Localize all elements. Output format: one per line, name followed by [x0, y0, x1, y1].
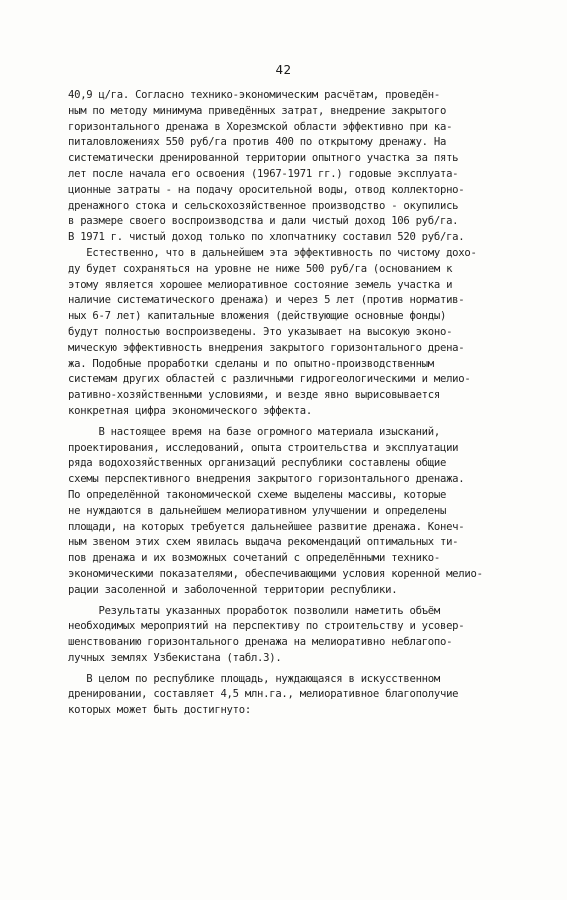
text-line: дренажного стока и сельскохозяйственное производство - окупились: [68, 199, 459, 212]
text-line: жа. Подобные проработки сделаны и по опытно-производственным: [68, 357, 434, 370]
text-line: ным звеном этих схем явилась выдача рекомендаций оптимальных ти-: [68, 536, 459, 549]
paragraph: [68, 604, 538, 667]
text-line: рации засоленной и заболоченной территории республики.: [68, 583, 398, 596]
text-line: не нуждаются в дальнейшем мелиоративном улучшении и определены: [68, 504, 447, 517]
body-text: [68, 88, 538, 719]
text-line: площади, на которых требуется дальнейшее развитие дренажа. Конеч-: [68, 520, 465, 533]
text-line: ционные затраты - на подачу оросительной воды, отвод коллекторно-: [68, 183, 465, 196]
text-line: лет после начала его освоения (1967-1971 гг.) годовые эксплуата-: [68, 167, 459, 180]
text-line: дренировании, составляет 4,5 млн.га., мелиоративное благополучие: [68, 688, 459, 701]
page-number: 42: [275, 62, 292, 77]
text-line: ным по методу минимума приведённых затрат, внедрение закрытого: [68, 104, 447, 117]
text-line: мическую эффективность внедрения закрытого горизонтального дрена-: [68, 341, 465, 354]
text-line: будут полностью воспроизведены. Это указывает на высокую эконо-: [68, 325, 453, 338]
text-line: этому является хорошее мелиоративное состояние земель участка и: [68, 278, 453, 291]
text-line: шенствованию горизонтального дренажа на мелиоративно неблагопо-: [68, 636, 453, 649]
text-line: конкретная цифра экономического эффекта.: [68, 404, 312, 417]
paragraph: [68, 672, 538, 719]
text-line: горизонтального дренажа в Хорезмской области эффективно при ка-: [68, 120, 453, 133]
text-line: В целом по республике площадь, нуждающаяся в искусственном: [68, 672, 440, 685]
text-line: В настоящее время на базе огромного материала изысканий,: [68, 425, 440, 438]
text-line: ду будет сохраняться на уровне не ниже 500 руб/га (основанием к: [68, 262, 453, 275]
text-line: лучных землях Узбекистана (табл.3).: [68, 651, 282, 664]
text-line: питаловложениях 550 руб/га против 400 по открытому дренажу. На: [68, 136, 447, 149]
text-line: систематически дренированной территории опытного участка за пять: [68, 152, 459, 165]
paragraph: [68, 88, 538, 246]
text-line: экономическими показателями, обеспечивающими условия коренной мелио-: [68, 567, 483, 580]
text-line: системам других областей с различными гидрогеологическими и мелио-: [68, 373, 471, 386]
text-line: необходимых мероприятий на перспективу по строительству и усовер-: [68, 620, 465, 633]
text-line: наличие систематического дренажа) и через 5 лет (против норматив-: [68, 294, 465, 307]
text-line: ных 6-7 лет) капитальные вложения (действующие основные фонды): [68, 310, 447, 323]
text-line: 40,9 ц/га. Согласно технико-экономическим расчётам, проведён-: [68, 89, 440, 101]
text-line: По определённой такономической схеме выделены массивы, которые: [68, 488, 447, 501]
text-line: пов дренажа и их возможных сочетаний с определёнными технико-: [68, 552, 440, 565]
text-line: проектирования, исследований, опыта строительства и эксплуатации: [68, 441, 459, 454]
text-line: которых может быть достигнуто:: [68, 704, 251, 717]
text-line: Естественно, что в дальнейшем эта эффективность по чистому дохо-: [68, 246, 477, 259]
text-line: В 1971 г. чистый доход только по хлопчатнику составил 520 руб/га.: [68, 231, 465, 244]
text-line: в размере своего воспроизводства и дали чистый доход 106 руб/га.: [68, 215, 459, 228]
paragraph: [68, 425, 538, 599]
text-line: Результаты указанных проработок позволили наметить объём: [68, 604, 440, 617]
text-line: ративно-хозяйственными условиями, и везде явно вырисовывается: [68, 389, 440, 402]
text-line: схемы перспективного внедрения закрытого горизонтального дренажа.: [68, 473, 465, 486]
paragraph: [68, 246, 538, 420]
text-line: ряда водохозяйственных организаций республики составлены общие: [68, 457, 447, 470]
